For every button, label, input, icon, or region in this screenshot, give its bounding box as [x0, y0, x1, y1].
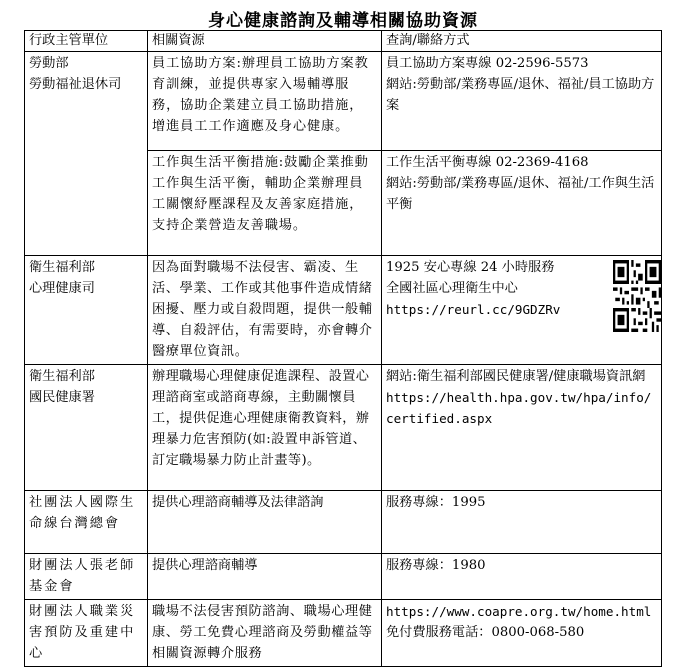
header-unit: 行政主管單位	[25, 31, 148, 52]
resource-cell: 員工協助方案:辦理員工協助方案教育訓練，並提供專家入場輔導服務，協助企業建立員工協助措施，增進員工工作適應及身心健康。	[148, 52, 382, 151]
unit-cell: 財團法人職業災害預防及重建中心	[25, 600, 148, 667]
contact-url[interactable]: https://health.hpa.gov.tw/hpa/info/certified.aspx	[386, 390, 652, 426]
contact-line: 員工協助方案專線 02-2596-5573	[386, 56, 589, 71]
table-header-row	[25, 31, 662, 52]
contact-cell	[382, 151, 662, 256]
table-row	[25, 52, 662, 151]
unit-name-sub: 心理健康司	[29, 281, 95, 296]
contact-cell	[382, 554, 662, 600]
resource-table	[24, 30, 662, 667]
table-row	[25, 600, 662, 667]
document-title: 身心健康諮詢及輔導相關協助資源	[208, 11, 478, 31]
unit-cell	[25, 256, 148, 365]
unit-cell: 社團法人國際生命線台灣總會	[25, 491, 148, 554]
contact-line: 網站:衛生福利部國民健康署/健康職場資訊網	[386, 369, 646, 384]
contact-url[interactable]: https://reurl.cc/9GDZRv	[386, 302, 561, 317]
table-row	[25, 365, 662, 491]
contact-cell	[382, 491, 662, 554]
contact-line: 服務專線：1980	[386, 558, 486, 573]
table-row	[25, 256, 662, 365]
header-contact: 查詢/聯絡方式	[382, 31, 662, 52]
contact-line: 工作生活平衡專線 02-2369-4168	[386, 155, 589, 170]
resource-cell: 辦理職場心理健康促進課程、設置心理諮商室或諮商專線，主動關懷員工，提供促進心理健康衛教資料，辦理暴力危害預防(如:設置申訴管道、訂定職場暴力防止計畫等)。	[148, 365, 382, 491]
unit-name: 衛生福利部	[29, 260, 95, 275]
qr-code-icon[interactable]	[613, 260, 661, 332]
unit-cell: 財團法人張老師基金會	[25, 554, 148, 600]
resource-cell: 因為面對職場不法侵害、霸凌、生活、學業、工作或其他事件造成情緒困擾、壓力或自殺問題，提供一般輔導、自殺評估，有需要時，亦會轉介醫療單位資訊。	[148, 256, 382, 365]
contact-line: 免付費服務電話：0800-068-580	[386, 625, 585, 640]
header-resource: 相關資源	[148, 31, 382, 52]
contact-line: 全國社區心理衛生中心	[386, 281, 518, 296]
unit-cell	[25, 52, 148, 256]
contact-line: 網站:勞動部/業務專區/退休、福祉/員工協助方案	[386, 77, 655, 113]
table-row	[25, 491, 662, 554]
resource-cell: 提供心理諮商輔導及法律諮詢	[148, 491, 382, 554]
unit-name-sub: 國民健康署	[29, 390, 95, 405]
contact-line: 網站:勞動部/業務專區/退休、福祉/工作與生活平衡	[386, 176, 655, 212]
contact-cell	[382, 52, 662, 151]
contact-cell	[382, 600, 662, 667]
unit-name-sub: 勞動福祉退休司	[29, 77, 122, 92]
table-row	[25, 554, 662, 600]
unit-name: 勞動部	[29, 56, 69, 71]
contact-cell	[382, 365, 662, 491]
resource-cell: 職場不法侵害預防諮詢、職場心理健康、勞工免費心理諮商及勞動權益等相關資源轉介服務	[148, 600, 382, 667]
contact-line: 1925 安心專線 24 小時服務	[386, 260, 555, 275]
unit-cell	[25, 365, 148, 491]
contact-line: 服務專線：1995	[386, 495, 486, 510]
contact-url[interactable]: https://www.coapre.org.tw/home.html	[386, 604, 652, 619]
resource-cell: 工作與生活平衡措施:鼓勵企業推動工作與生活平衡，輔助企業辦理員工關懷紓壓課程及友善家庭措施，支持企業營造友善職場。	[148, 151, 382, 256]
resource-cell: 提供心理諮商輔導	[148, 554, 382, 600]
contact-cell	[382, 256, 662, 365]
unit-name: 衛生福利部	[29, 369, 95, 384]
